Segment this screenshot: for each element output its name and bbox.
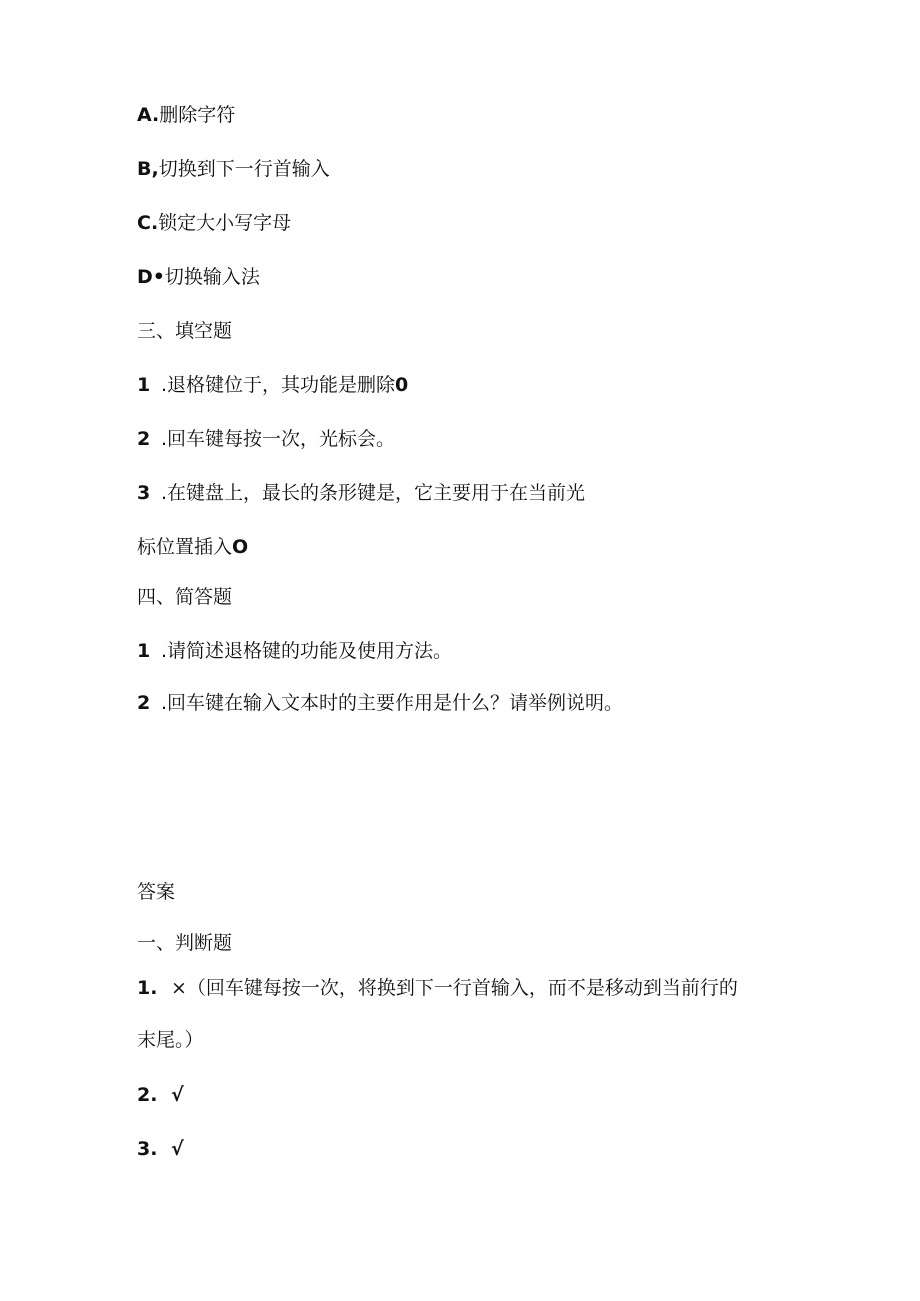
fill-blank-q3 [137,481,585,505]
short-answer-heading: 四、简答题 [137,586,233,608]
short-answer-q2-num: 2 [137,692,151,714]
option-d [137,265,260,289]
answer-1-cont: 末尾。） [137,1029,204,1051]
answer-2-mark: √ [171,1084,184,1106]
fill-blank-q3-num: 3 [137,482,151,504]
answer-1 [137,976,738,1000]
answers-heading: 答案 [137,881,176,903]
fill-blank-q3-text: .在键盘上，最长的条形键是，它主要用于在当前光 [161,482,586,504]
answer-3-num: 3. [137,1138,158,1160]
option-c [137,211,291,235]
fill-blank-q3-cont [137,535,248,559]
fill-blank-q2-num: 2 [137,428,151,450]
short-answer-q1-num: 1 [137,640,151,662]
option-b [137,157,330,181]
answers-section-heading: 一、判断题 [137,932,233,954]
short-answer-q2-text: .回车键在输入文本时的主要作用是什么？请举例说明。 [161,692,624,714]
option-b-text: 切换到下一行首输入 [158,158,330,180]
fill-blank-q1-num: 1 [137,374,151,396]
answer-2-num: 2. [137,1084,158,1106]
answer-3-mark: √ [171,1138,184,1160]
answer-3 [137,1137,184,1161]
option-a [137,103,235,127]
option-c-prefix: C. [137,212,159,234]
fill-blank-heading: 三、填空题 [137,320,233,342]
option-d-prefix: D• [137,266,165,288]
answer-2 [137,1083,184,1107]
answer-1-num: 1. [137,977,158,999]
fill-blank-q3-cont-text: 标位置插入 [137,536,233,558]
option-b-prefix: B, [137,158,159,180]
fill-blank-q1-text: .退格键位于，其功能是删除 [161,374,396,396]
answer-1-text: ×（回车键每按一次，将换到下一行首输入，而不是移动到当前行的 [171,977,738,999]
fill-blank-q2-text: .回车键每按一次，光标会。 [161,428,396,450]
fill-blank-q1 [137,373,408,397]
fill-blank-q1-tail: 0 [395,374,409,396]
fill-blank-q2 [137,427,395,451]
short-answer-q2 [137,691,623,715]
short-answer-q1 [137,639,452,663]
option-c-text: 锁定大小写字母 [158,212,292,234]
option-a-prefix: A. [137,104,160,126]
option-a-text: 删除字符 [159,104,236,126]
option-d-text: 切换输入法 [164,266,260,288]
short-answer-q1-text: .请简述退格键的功能及使用方法。 [161,640,453,662]
fill-blank-q3-tail: O [232,536,249,558]
